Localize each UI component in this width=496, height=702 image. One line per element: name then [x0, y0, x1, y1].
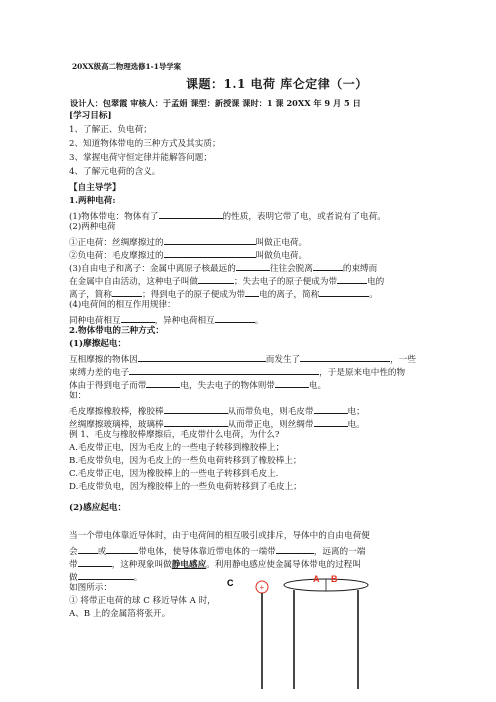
text-segment: 体由于得到电子而带	[69, 381, 147, 391]
text-segment: ②负电荷：毛皮摩擦过的	[69, 251, 164, 261]
fill-blank[interactable]	[138, 352, 266, 362]
fill-blank[interactable]	[164, 417, 228, 427]
goals-heading: [学习目标]	[69, 111, 112, 121]
fill-blank[interactable]	[129, 365, 319, 375]
text-segment: 离子，简称	[69, 290, 112, 300]
text-line	[69, 352, 416, 366]
text-segment: 从而带正电，则丝绸带	[227, 420, 314, 430]
text-segment: 电的离子，简称	[259, 290, 320, 300]
induction-diagram	[222, 573, 382, 693]
text-segment: 叫做正电荷。	[255, 238, 308, 248]
text-segment: ，这种现象叫做	[111, 560, 172, 570]
label-a: A	[313, 574, 320, 584]
goal-item: 4、了解元电荷的含义。	[69, 167, 161, 177]
page-title: 课题：1.1 电荷 库仑定律（一）	[186, 77, 368, 91]
text-segment: (1)物体带电：物体有了	[69, 212, 159, 222]
text-segment: 毛皮摩擦橡胶棒，橡胶棒	[69, 407, 164, 417]
text-segment: 带	[69, 560, 78, 570]
fill-blank[interactable]	[78, 544, 98, 554]
goal-item: 3、掌握电荷守恒定律并能解答问题；	[69, 153, 212, 163]
text-segment: ，远离的一端	[313, 547, 366, 557]
text-line	[69, 287, 378, 301]
fill-blank[interactable]	[337, 274, 367, 284]
text-segment: 带电体，使导体靠近带电体的一端带	[138, 547, 276, 557]
text-line	[69, 417, 365, 431]
fill-blank[interactable]	[164, 248, 256, 258]
choice-c: C.毛皮带正电，因为橡胶棒上的一些电子转移到毛皮上.	[69, 469, 279, 479]
section-heading-charging-methods: 2.物体带电的三种方式：	[69, 326, 164, 336]
self-study-heading: 【自主导学】	[69, 183, 121, 193]
text-segment: 电，失去电子的物体则带	[180, 381, 275, 391]
text-line	[69, 313, 263, 327]
course-header: 20XX级高二物理选修1-1导学案	[72, 62, 182, 71]
text-segment: ；得到电子的原子便成为带	[141, 290, 246, 300]
text-segment: 。	[254, 316, 264, 326]
text-line	[69, 209, 386, 223]
fill-blank[interactable]	[164, 235, 256, 245]
fill-blank[interactable]	[314, 417, 348, 427]
fill-blank[interactable]	[159, 209, 223, 219]
text-segment: (3)自由电子和离子：金属中离原子核最远的	[69, 264, 236, 274]
text-segment: 。	[369, 290, 378, 300]
fill-blank[interactable]	[146, 378, 180, 388]
section-heading-two-charges: 1.两种电荷:	[69, 196, 116, 206]
text-segment: 互相摩擦的物体因	[69, 355, 138, 365]
text-line	[69, 274, 384, 288]
text-line	[69, 365, 405, 379]
label-c: C	[227, 578, 234, 588]
text-segment: 或	[97, 547, 107, 557]
fill-blank[interactable]	[112, 287, 142, 297]
text-line	[69, 557, 361, 571]
goal-item: 2、知道物体带电的三种方式及其实质；	[69, 139, 221, 149]
fill-blank[interactable]	[314, 404, 348, 414]
text-segment: 往往会脱离	[269, 264, 313, 274]
text-line: (2)两种电荷	[69, 222, 116, 232]
text-segment: ，异种电荷相互	[154, 316, 215, 326]
text-line	[69, 404, 365, 418]
text-line: A、B 上的金属箔将张开。	[69, 609, 171, 619]
text-segment: ①正电荷：丝绸摩擦过的	[69, 238, 164, 248]
fill-blank[interactable]	[78, 570, 134, 580]
text-segment: 电。	[308, 381, 327, 391]
text-line: (4)电荷间的相互作用规律：	[69, 300, 176, 310]
text-line: ① 将带正电荷的球 C 移近导体 A 时，	[69, 596, 216, 606]
fill-blank[interactable]	[245, 287, 259, 297]
text-segment: 电。	[347, 420, 365, 430]
text-line	[69, 235, 307, 249]
text-segment: 。利用静电感应使金属导体带电的过程叫	[206, 560, 361, 570]
text-segment: 做	[69, 573, 78, 583]
text-segment: 电的	[367, 277, 385, 287]
fill-blank[interactable]	[236, 261, 270, 271]
subheading-induction: (2)感应起电：	[69, 503, 127, 513]
fill-blank[interactable]	[106, 544, 138, 554]
fill-blank[interactable]	[198, 274, 234, 284]
text-segment: ，于是原来电中性的物	[319, 368, 406, 378]
text-segment: 束缚力差的电子	[69, 368, 130, 378]
fill-blank[interactable]	[300, 352, 390, 362]
fill-blank[interactable]	[276, 544, 314, 554]
text-segment: 而发生了	[265, 355, 301, 365]
text-line: 当一个带电体靠近导体时，由于电荷间的相互吸引或排斥，导体中的自由电荷便	[69, 531, 370, 541]
label-b: B	[331, 574, 338, 584]
choice-b: B.毛皮带负电，因为毛皮上的一些负电荷转移到了橡胶棒上；	[69, 456, 302, 466]
fill-blank[interactable]	[313, 261, 343, 271]
subheading-friction: (1)摩擦起电：	[69, 339, 127, 349]
text-segment: 的束缚而	[342, 264, 378, 274]
fill-blank[interactable]	[275, 378, 309, 388]
fill-blank[interactable]	[164, 404, 228, 414]
text-segment: 的性质，表明它带了电，或者说有了电荷。	[222, 212, 386, 222]
fill-blank[interactable]	[121, 313, 155, 323]
text-segment: 同种电荷相互	[69, 316, 121, 326]
text-segment: 会	[69, 547, 78, 557]
example-question: 例 1、毛皮与橡胶棒摩擦后，毛皮带什么电荷，为什么?	[69, 430, 280, 440]
choice-a: A.毛皮带正电，因为毛皮上的一些电子转移到橡胶棒上；	[69, 443, 285, 453]
text-line: 如图所示：	[69, 583, 112, 593]
text-segment: 叫做负电荷。	[255, 251, 308, 261]
keyword-electrostatic-induction: 静电感应	[171, 560, 207, 570]
author-meta: 设计人：包翠霞 审核人：于孟娟 课型：新授课 课时：1 课 20XX 年 9 月 5 日	[70, 98, 361, 108]
text-segment: 电；	[347, 407, 365, 417]
text-segment: ，一些	[390, 355, 416, 365]
text-segment: 。	[133, 573, 143, 583]
goal-item: 1、了解正、负电荷；	[69, 125, 152, 135]
text-line: 如：	[69, 391, 87, 401]
text-segment: 丝绸摩擦玻璃棒，玻璃棒	[69, 420, 164, 430]
label-plus: +	[259, 583, 265, 592]
text-segment: 从而带负电，则毛皮带	[227, 407, 314, 417]
text-line	[69, 570, 142, 584]
fill-blank[interactable]	[215, 313, 255, 323]
fill-blank[interactable]	[78, 557, 112, 567]
text-line	[69, 248, 307, 262]
choice-d: D.毛皮带负电，因为橡胶棒上的一些负电荷转移到了毛皮上；	[69, 482, 302, 492]
text-line	[69, 544, 365, 558]
text-segment: 在金属中自由活动，这种电子叫做	[69, 277, 198, 287]
text-segment: ；失去电子的原子便成为带	[233, 277, 338, 287]
text-line	[69, 261, 377, 275]
text-line	[69, 378, 326, 392]
fill-blank[interactable]	[319, 287, 369, 297]
